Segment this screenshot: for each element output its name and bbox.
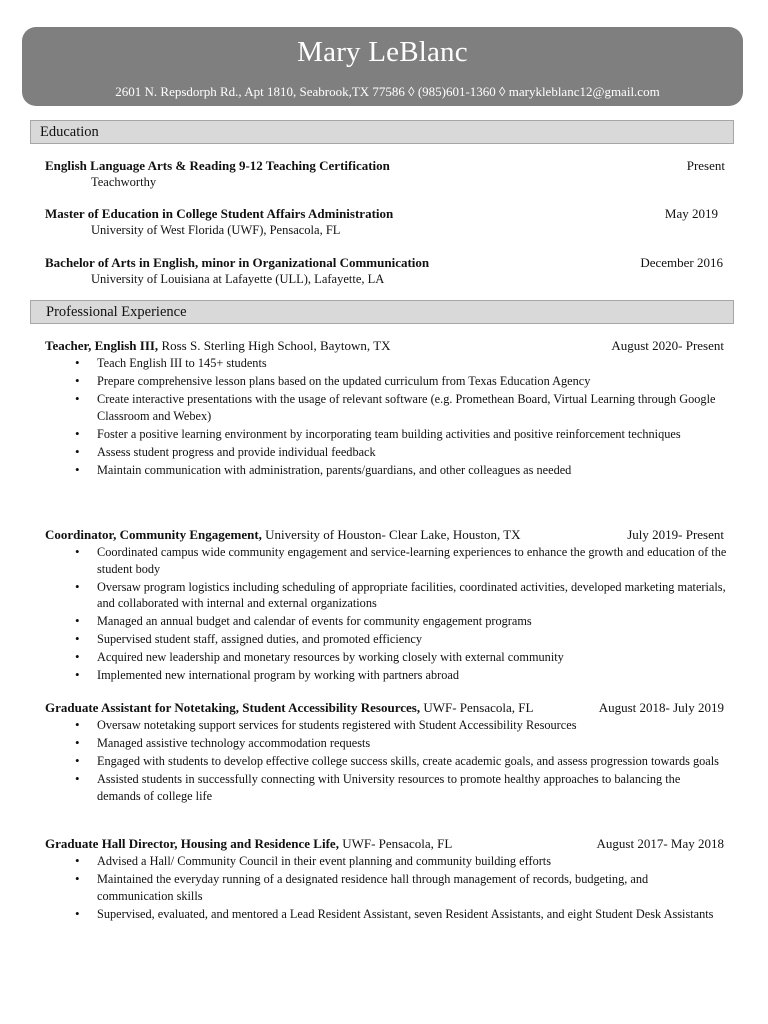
entry-date: May 2019 <box>664 206 718 221</box>
duty-item: • Oversaw notetaking support services for students registered with Student Accessibility Resources <box>45 717 727 734</box>
duty-list <box>45 544 725 684</box>
duty-item: • Supervised student staff, assigned duties, and promoted efficiency <box>45 631 727 648</box>
duty-list <box>45 717 725 804</box>
duty-item: • Advised a Hall/ Community Council in their event planning and community building efforts <box>45 853 727 870</box>
entry-date: August 2018- July 2019 <box>598 700 724 715</box>
degree-title: Bachelor of Arts in English, minor in Organizational Communication <box>45 255 430 270</box>
entry-date: August 2017- May 2018 <box>596 836 724 851</box>
degree-title: English Language Arts & Reading 9-12 Teaching Certification <box>45 158 390 173</box>
entry-date: July 2019- Present <box>627 527 724 542</box>
education-entry <box>45 205 725 238</box>
job-title: Graduate Hall Director, Housing and Residence Life, UWF- Pensacola, FL <box>45 836 453 851</box>
duty-item: • Supervised, evaluated, and mentored a Lead Resident Assistant, seven Resident Assistants, and eight Student Desk Assistants <box>45 906 727 923</box>
entry-date: August 2020- Present <box>611 338 724 353</box>
job-title: Teacher, English III, Ross S. Sterling High School, Baytown, TX <box>45 338 391 353</box>
institution: University of West Florida (UWF), Pensacola, FL <box>91 223 341 237</box>
job-title: Graduate Assistant for Notetaking, Student Accessibility Resources, UWF- Pensacola, FL <box>45 700 534 715</box>
section-heading-education: Education <box>30 120 734 144</box>
education-entry <box>45 254 725 287</box>
education-entry <box>45 157 725 190</box>
job-entry <box>45 835 725 924</box>
contact-line: 2601 N. Repsdorph Rd., Apt 1810, Seabrook,TX 77586 ◊ (985)601-1360 ◊ marykleblanc12@gmail.com <box>115 84 660 99</box>
duty-item: • Create interactive presentations with the usage of relevant software (e.g. Promethean Board, Virtual Learning through Google Classroom and Webex) <box>45 391 727 424</box>
institution: Teachworthy <box>91 175 157 189</box>
job-entry <box>45 699 725 806</box>
duty-list <box>45 355 725 478</box>
duty-item: • Managed an annual budget and calendar of events for community engagement programs <box>45 613 727 630</box>
duty-item: • Acquired new leadership and monetary resources by working closely with external community <box>45 649 727 666</box>
duty-item: • Assisted students in successfully connecting with University resources to promote healthy approaches to balancing the demands of college life <box>45 771 727 804</box>
job-entry <box>45 526 725 686</box>
job-entry <box>45 337 725 480</box>
degree-title: Master of Education in College Student Affairs Administration <box>45 206 394 221</box>
institution: University of Louisiana at Lafayette (ULL), Lafayette, LA <box>91 272 385 286</box>
duty-item: • Managed assistive technology accommodation requests <box>45 735 727 752</box>
duty-item: • Oversaw program logistics including scheduling of appropriate facilities, coordinated activities, developed marketing materials, and collaborated with internal and external organizations <box>45 579 727 612</box>
duty-item: • Maintain communication with administration, parents/guardians, and other colleagues as needed <box>45 462 727 479</box>
entry-date: December 2016 <box>640 255 723 270</box>
duty-item: • Implemented new international program by working with partners abroad <box>45 667 727 684</box>
section-heading-experience: Professional Experience <box>30 300 734 324</box>
duty-item: • Engaged with students to develop effective college success skills, create academic goals, and assess progression towards goals <box>45 753 727 770</box>
duty-item: • Maintained the everyday running of a designated residence hall through management of records, budgeting, and communication skills <box>45 871 727 904</box>
entry-date: Present <box>686 158 725 173</box>
resume-header <box>22 27 743 106</box>
duty-item: • Foster a positive learning environment by incorporating team building activities and positive reinforcement techniques <box>45 426 727 443</box>
duty-item: • Teach English III to 145+ students <box>45 355 727 372</box>
duty-item: • Prepare comprehensive lesson plans based on the updated curriculum from Texas Education Agency <box>45 373 727 390</box>
duty-item: • Coordinated campus wide community engagement and service-learning experiences to enhance the growth and education of the student body <box>45 544 727 577</box>
candidate-name: Mary LeBlanc <box>297 36 468 68</box>
duty-item: • Assess student progress and provide individual feedback <box>45 444 727 461</box>
duty-list <box>45 853 725 922</box>
job-title: Coordinator, Community Engagement, University of Houston- Clear Lake, Houston, TX <box>45 527 521 542</box>
